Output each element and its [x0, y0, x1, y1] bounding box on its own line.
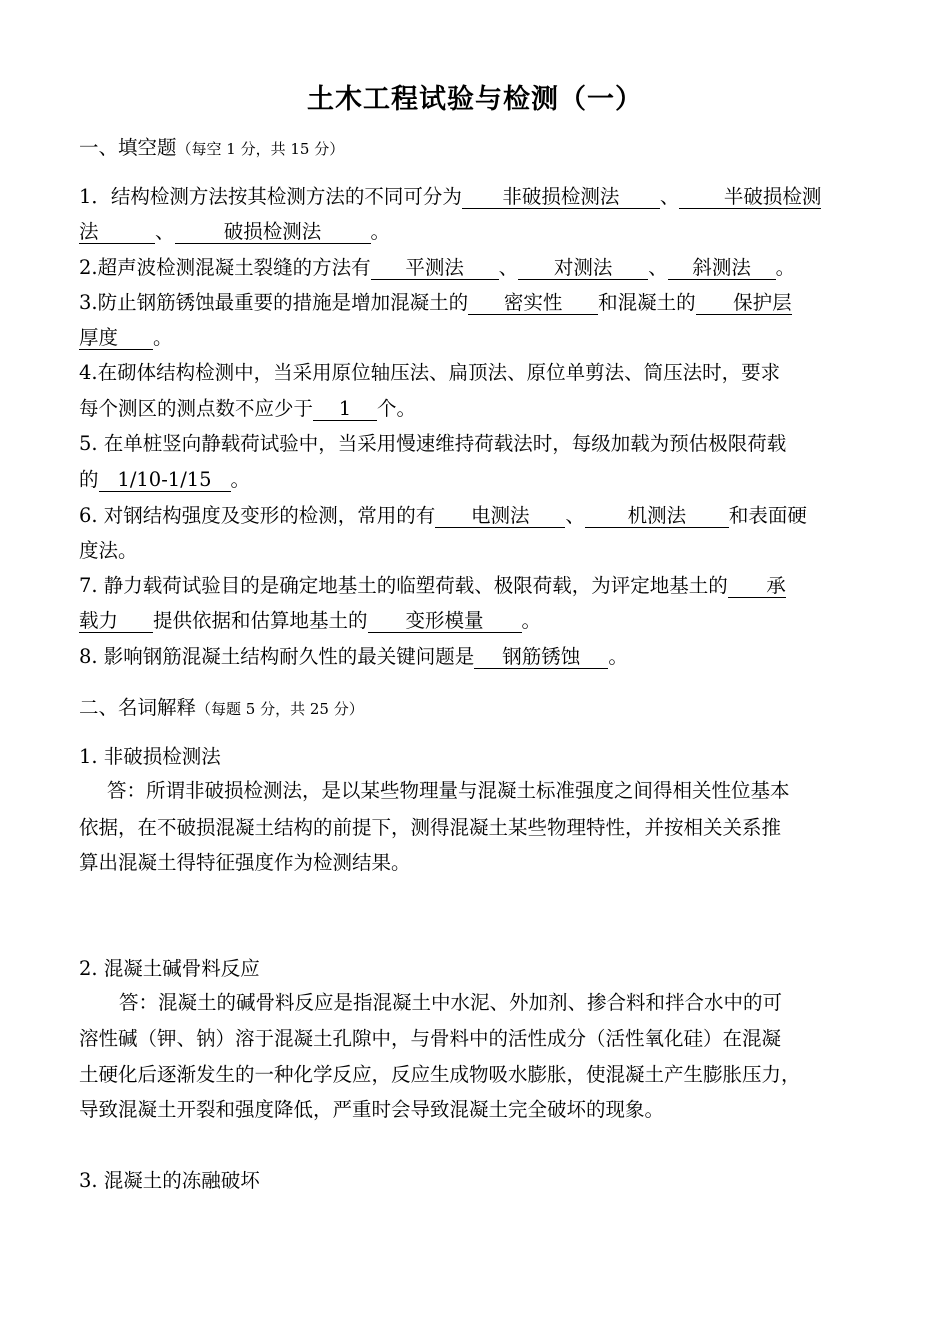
term-2-answer-line: 答：混凝土的碱骨料反应是指混凝土中水泥、外加剂、掺合料和拌合水中的可 [119, 991, 783, 1014]
blank-answer: 承 [728, 575, 786, 598]
term-2-answer-line: 溶性碱（钾、钠）溶于混凝土孔隙中，与骨料中的活性成分（活性氧化硅）在混凝 [79, 1027, 782, 1050]
blank-answer: 载力 [79, 610, 153, 633]
question-1-line-1: 1．结构检测方法按其检测方法的不同可分为 非破损检测法 、 半破损检测 [79, 185, 822, 208]
blank-answer: 机测法 [585, 505, 729, 528]
term-3-title: 3. 混凝土的冻融破坏 [79, 1169, 260, 1192]
blank-answer: 非破损检测法 [462, 186, 660, 209]
section-1-note: （每空 1 分，共 15 分） [176, 140, 345, 158]
question-8: 8. 影响钢筋混凝土结构耐久性的最关键问题是 钢筋锈蚀 。 [79, 645, 628, 668]
question-2: 2.超声波检测混凝土裂缝的方法有 平测法 、 对测法 、 斜测法 。 [79, 256, 796, 279]
term-1-answer-line: 算出混凝土得特征强度作为检测结果。 [79, 851, 411, 874]
blank-answer: 破损检测法 [175, 221, 371, 244]
term-2-title: 2. 混凝土碱骨料反应 [79, 957, 260, 980]
term-1-answer-line: 依据，在不破损混凝土结构的前提下，测得混凝土某些物理特性，并按相关关系推 [79, 816, 782, 839]
blank-answer: 半破损检测 [679, 186, 821, 209]
question-5-line-1: 5. 在单桩竖向静载荷试验中，当采用慢速维持荷载法时，每级加载为预估极限荷载 [79, 432, 787, 455]
blank-answer: 平测法 [371, 257, 499, 280]
blank-answer: 1/10-1/15 [99, 469, 231, 492]
blank-answer: 保护层 [696, 292, 792, 315]
question-7-line-1: 7. 静力载荷试验目的是确定地基土的临塑荷载、极限荷载，为评定地基土的 承 [79, 574, 786, 597]
question-3-line-2: 厚度 。 [79, 326, 173, 349]
term-1-answer-line: 答：所谓非破损检测法，是以某些物理量与混凝土标准强度之间得相关性位基本 [107, 779, 790, 802]
question-4-line-2: 每个测区的测点数不应少于 1 个。 [79, 397, 417, 420]
question-6-line-1: 6. 对钢结构强度及变形的检测，常用的有 电测法 、 机测法 和表面硬 [79, 504, 807, 527]
question-1-line-2: 法 、 破损检测法 。 [79, 220, 391, 243]
blank-answer: 1 [313, 398, 377, 421]
term-1-title: 1. 非破损检测法 [79, 745, 221, 768]
blank-answer: 斜测法 [668, 257, 776, 280]
question-4-line-1: 4.在砌体结构检测中，当采用原位轴压法、扁顶法、原位单剪法、筒压法时，要求 [79, 361, 781, 384]
blank-answer: 法 [79, 221, 155, 244]
blank-answer: 厚度 [79, 327, 153, 350]
question-5-line-2: 的 1/10-1/15 。 [79, 468, 251, 491]
page-title: 土木工程试验与检测（一） [307, 84, 643, 115]
section-2-note: （每题 5 分，共 25 分） [196, 700, 364, 718]
term-2-answer-line: 导致混凝土开裂和强度降低，严重时会导致混凝土完全破坏的现象。 [79, 1098, 665, 1121]
question-7-line-2: 载力 提供依据和估算地基土的 变形模量 。 [79, 609, 542, 632]
blank-answer: 钢筋锈蚀 [474, 646, 608, 669]
blank-answer: 电测法 [435, 505, 565, 528]
section-1-heading: 一、填空题（每空 1 分，共 15 分） [79, 136, 345, 159]
blank-answer: 对测法 [518, 257, 648, 280]
blank-answer: 变形模量 [368, 610, 522, 633]
term-2-answer-line: 土硬化后逐渐发生的一种化学反应，反应生成物吸水膨胀，使混凝土产生膨胀压力， [79, 1063, 801, 1086]
question-3-line-1: 3.防止钢筋锈蚀最重要的措施是增加混凝土的 密实性 和混凝土的 保护层 [79, 291, 792, 314]
question-6-line-2: 度法。 [79, 539, 138, 562]
section-2-heading: 二、名词解释（每题 5 分，共 25 分） [79, 696, 364, 719]
blank-answer: 密实性 [468, 292, 598, 315]
